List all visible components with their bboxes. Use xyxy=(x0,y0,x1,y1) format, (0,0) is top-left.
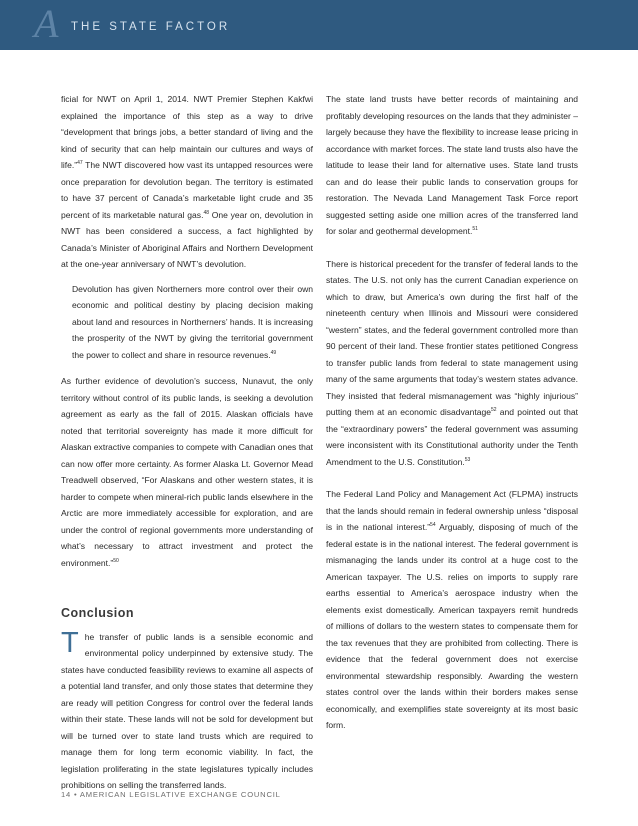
paragraph: The Federal Land Policy and Management Act (FLPMA) instructs that the lands should remain in federal ownership unless “disposal is in the national interest.”$^{54}$ Arguably, disposing of much of the federal estate is in the national interest. The federal government is mismanaging the lands under its control at a huge cost to the American taxpayer. The U.S. relies on imports to supply rare earths essential to America’s aerospace industry when the elements exist domestically. American taxpayers remit hundreds of millions of dollars to the western states to compensate them for the tax revenues that they are prohibited from collecting. There is evidence that the federal government does not exercise environmental stewardship responsibly. Awarding the western states control over the lands within their borders makes sense economically, and exemplifies state sovereignty at its most basic form. xyxy=(326,489,578,730)
header-logo-letter: A xyxy=(34,1,59,46)
left-column xyxy=(61,91,313,794)
footnote-ref: 49 xyxy=(270,349,277,356)
drop-cap: T xyxy=(61,626,79,659)
paragraph: The state land trusts have better records of maintaining and profitably developing resources on the lands that they administer – largely because they have the flexibility to increase lease pricing in accordance with market forces. The state land trusts also have the latitude to lease their land for alternative uses. State land trusts can and do lease their public lands to conservation groups for restoration. The Nevada Land Management Task Force report suggested setting aside one million acres of the transferred land for solar and geothermal development.$^{51}$ xyxy=(326,94,578,236)
header-title: THE STATE FACTOR xyxy=(71,21,231,33)
page-footer: 14 • AMERICAN LEGISLATIVE EXCHANGE COUNCIL xyxy=(61,790,281,799)
header-bar xyxy=(0,0,638,50)
paragraph: As further evidence of devolution’s success, Nunavut, the only territory without control of its public lands, is seeking a devolution agreement as early as the fall of 2015. Alaskan officials have noted that territorial sovereignty has made it more difficult for Alaskan extractive companies to compete with Canadian ones that can now offer more certainty. As former Alaska Lt. Governor Mead Treadwell observed, “For Alaskans and other western states, it is harder to compete when mineral-rich public lands elsewhere in the Arctic are more immediately accessible for exploration, and are under the control of regional governments more understanding of what’s necessary to attract investment and protect the environment.”$^{50}$ xyxy=(61,376,313,568)
paragraph: ficial for NWT on April 1, 2014. NWT Premier Stephen Kakfwi explained the importance of this step as a way to drive “development that brings jobs, a better standard of living and the kind of security that can help maintain our cultures and ways of life.”$^{47}$ The NWT discovered how vast its untapped resources were once preparation for devolution began. The territory is estimated to have 37 percent of Canada’s marketable light crude and 35 percent of its marketable natural gas.$^{48}$ One year on, devolution in NWT has been considered a success, a fact highlighted by Canada’s Minister of Aboriginal Affairs and Northern Development at the one-year anniversary of NWT’s devolution. xyxy=(61,94,313,269)
footnote-ref: 54 xyxy=(430,522,436,529)
footnote-ref: 50 xyxy=(113,557,119,564)
paragraph: The transfer of public lands is a sensible economic and environmental policy underpinned by extensive study. The states have conducted feasibility reviews to examine all aspects of a potential land transfer, and only those states that determine they are ready will petition Congress for control over the federal lands within their state. These lands will not be sold for development but will be turned over to state land trusts which are required to manage them for long term economic viability. In fact, the legislation proliferating in the state legislatures typically includes prohibitions on selling the transferred lands. xyxy=(61,626,313,790)
footnote-ref: 48 xyxy=(203,209,210,216)
footnote-ref: 53 xyxy=(464,456,471,463)
footnote-ref: 47 xyxy=(77,160,83,167)
block-quote: Devolution has given Northerners more control over their own economic and political destiny by placing decision making about land and resources in Northerners’ hands. It is increasing the prosperity of the NWT by giving the territorial government the power to collect and share in resource revenues.$^{49}$ xyxy=(72,283,313,360)
section-heading: Conclusion xyxy=(61,606,135,620)
footnote-ref: 52 xyxy=(490,407,497,414)
right-column xyxy=(326,91,578,734)
paragraph: There is historical precedent for the transfer of federal lands to the states. The U.S. not only has the current Canadian experience on which to draw, but America’s own during the first half of the nineteenth century when Illinois and Missouri were considered “western” states, and the federal government controlled more than 90 percent of their land. These frontier states petitioned Congress to transfer public lands from federal to state management using many of the same arguments that today’s western states advance. They insisted that federal mismanagement was “highly injurious” putting them at an economic disadvantage$^{52}$ and pointed out that the “extraordinary powers” the federal government was assuming were inconsistent with its Constitutional authority under the Tenth Amendment to the U.S. Constitution.$^{53}$ xyxy=(326,258,578,467)
footnote-ref: 51 xyxy=(472,226,478,233)
